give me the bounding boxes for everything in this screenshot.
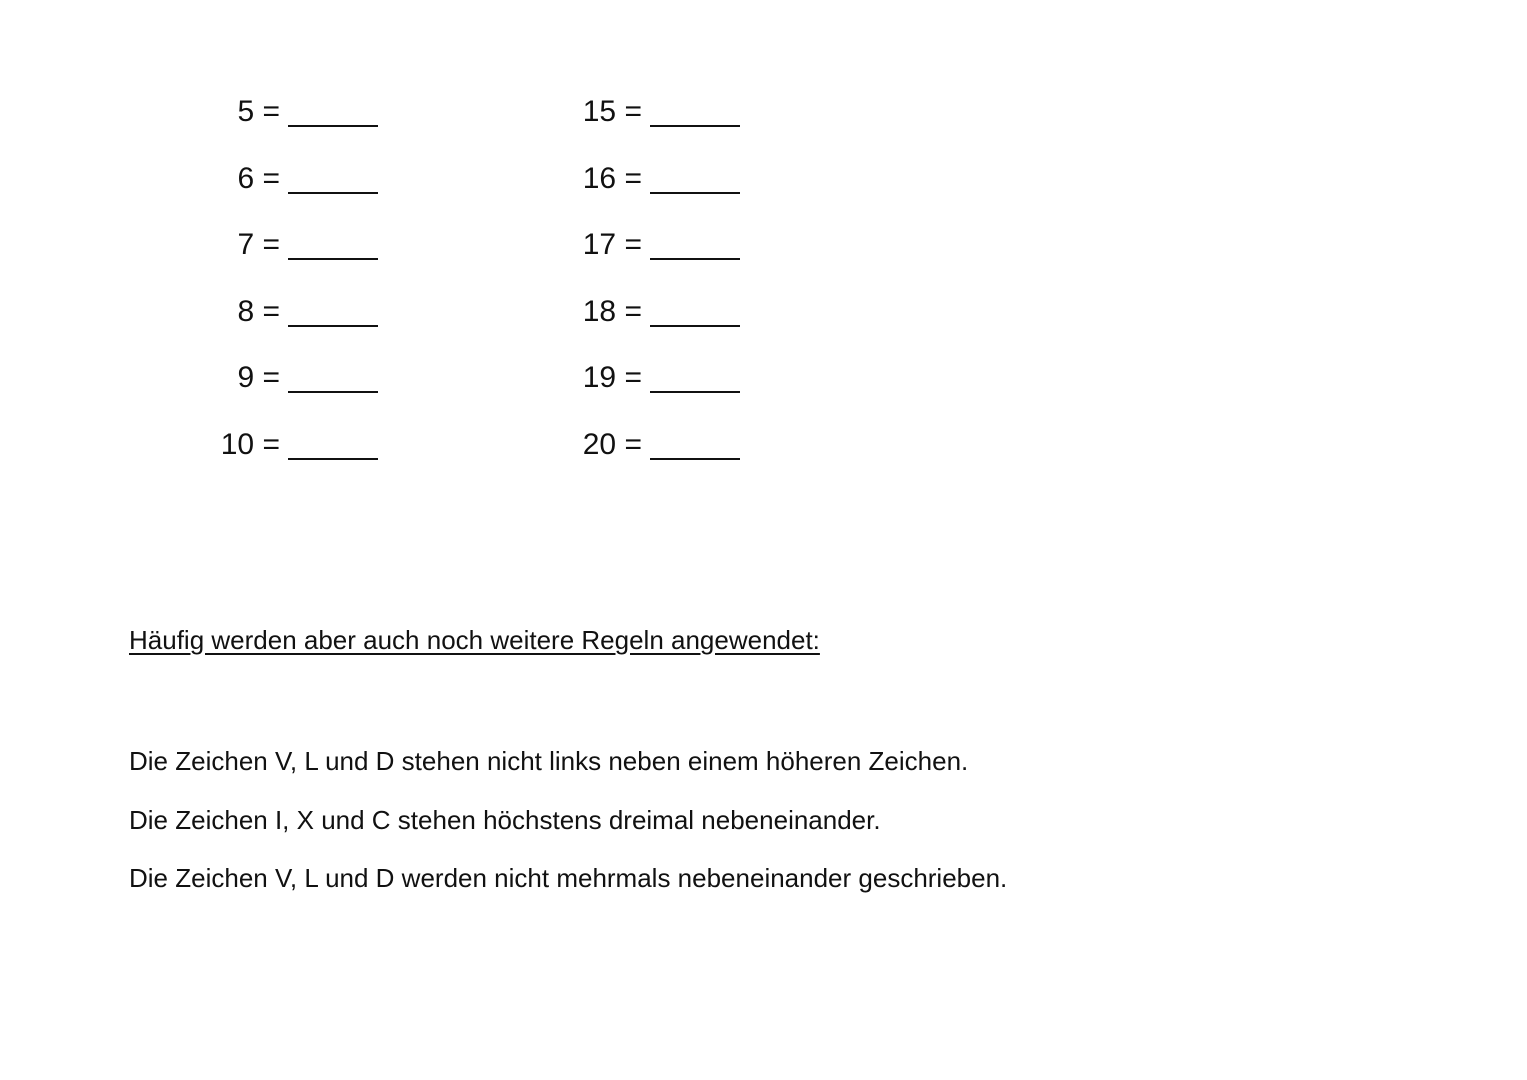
exercise-number: 20 = — [582, 427, 642, 461]
exercise-row — [492, 225, 740, 292]
rule-item: Die Zeichen V, L und D stehen nicht links neben einem höheren Zeichen. — [129, 746, 969, 776]
exercise-row — [130, 225, 378, 292]
exercise-number: 5 = — [237, 95, 280, 128]
exercise-column-right — [492, 92, 740, 491]
exercise-column-left — [130, 92, 378, 491]
rule-item: Die Zeichen V, L und D werden nicht mehrmals nebeneinander geschrieben. — [129, 863, 1008, 893]
answer-blank[interactable] — [650, 458, 740, 460]
exercise-row — [492, 425, 740, 492]
answer-blank[interactable] — [288, 192, 378, 194]
exercise-number: 16 = — [582, 161, 642, 195]
answer-blank[interactable] — [650, 125, 740, 127]
answer-blank[interactable] — [288, 325, 378, 327]
exercise-row — [130, 92, 378, 159]
answer-blank[interactable] — [288, 458, 378, 460]
exercise-number: 15 = — [582, 95, 642, 128]
exercise-number: 17 = — [582, 228, 642, 261]
exercise-row — [492, 358, 740, 425]
exercise-number: 18 = — [582, 294, 642, 328]
exercise-number: 6 = — [237, 161, 280, 195]
exercise-row — [492, 159, 740, 226]
exercise-number: 10 = — [220, 427, 280, 461]
exercise-number: 9 = — [237, 361, 280, 394]
exercise-number: 19 = — [582, 361, 642, 394]
answer-blank[interactable] — [650, 325, 740, 327]
exercise-row — [130, 159, 378, 226]
answer-blank[interactable] — [288, 125, 378, 127]
exercise-row — [130, 358, 378, 425]
exercise-row — [130, 292, 378, 359]
exercise-row — [492, 292, 740, 359]
rules-heading: Häufig werden aber auch noch weitere Regeln angewendet: — [129, 625, 820, 655]
exercise-row — [492, 92, 740, 159]
rule-list — [129, 744, 1007, 920]
answer-blank[interactable] — [650, 391, 740, 393]
rule-item: Die Zeichen I, X und C stehen höchstens dreimal nebeneinander. — [129, 804, 881, 835]
answer-blank[interactable] — [288, 391, 378, 393]
answer-blank[interactable] — [650, 192, 740, 194]
exercise-number: 8 = — [237, 294, 280, 328]
answer-blank[interactable] — [288, 258, 378, 260]
exercise-row — [130, 425, 378, 492]
exercise-number: 7 = — [237, 228, 280, 261]
answer-blank[interactable] — [650, 258, 740, 260]
